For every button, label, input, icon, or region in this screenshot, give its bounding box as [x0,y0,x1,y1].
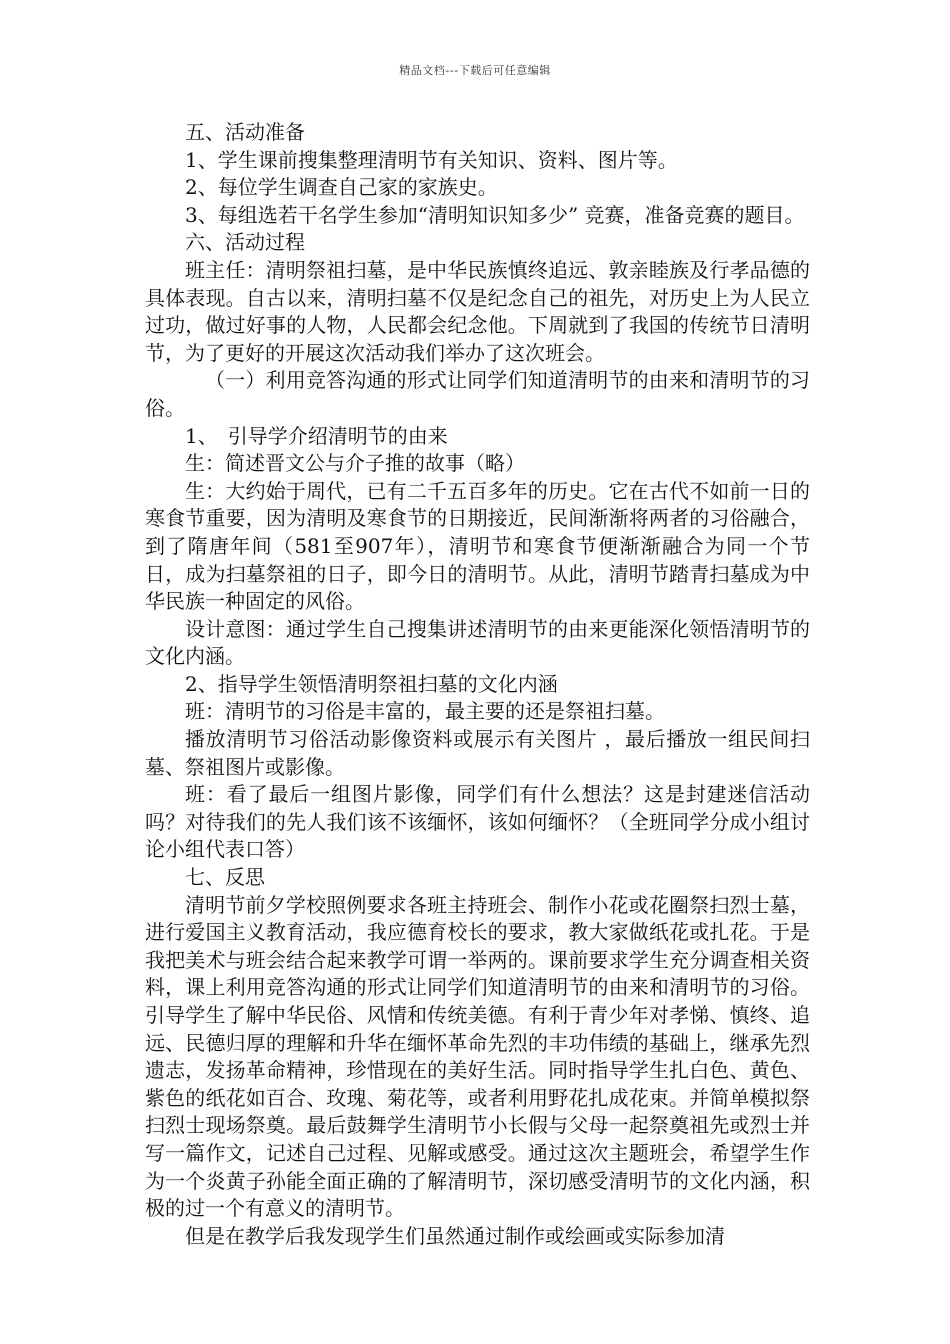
paragraph: 生：简述晋文公与介子推的故事（略） [185,451,525,476]
paragraph: 1、学生课前搜集整理清明节有关知识、资料、图片等。 [185,147,678,172]
paragraph: 3、每组选若干名学生参加“清明知识知多少” 竞赛，准备竞赛的题目。 [185,202,805,227]
paragraph: 但是在教学后我发现学生们虽然通过制作或绘画或实际参加清 [185,1223,725,1248]
section-heading-preparation: 五、活动准备 [185,120,305,144]
section-heading-reflection: 七、反思 [185,865,265,890]
paragraph: 设计意图：通过学生自己搜集讲述清明节的由来更能深化领悟清明节的文化内涵。 [145,616,810,669]
paragraph: 清明节前夕学校照例要求各班主持班会、制作小花或花圈祭扫烈士墓，进行爱国主义教育活动，我应德育校长的要求，教大家做纸花或扎花。于是我把美术与班会结合起来教学可谓一举两的。课前要求学生充分调查相关资料，课上利用竞答沟通的形式让同学们知道清明节的由来和清明节的习俗。引导学生了解中华民俗、风情和传统美德。有利于青少年对孝悌、慎终、追远、民德归厚的理解和升华在缅怀革命先烈的丰功伟绩的基础上，继承先烈遗志，发扬革命精神，珍惜现在的美好生活。同时指导学生扎白色、黄色、紫色的纸花如百合、玫瑰、菊花等，或者利用野花扎成花束。并简单模拟祭扫烈士现场祭奠。最后鼓舞学生清明节小长假与父母一起祭奠祖先或烈士并写一篇作文，记述自己过程、见解或感受。通过这次主题班会，希望学生作为一个炎黄子孙能全面正确的了解清明节，深切感受清明节的文化内涵，积极的过一个有意义的清明节。 [145,892,810,1221]
page-header: 精品文档---下载后可任意编辑 [399,64,551,77]
paragraph: 2、指导学生领悟清明祭祖扫墓的文化内涵 [185,671,558,696]
paragraph: 班主任：清明祭祖扫墓，是中华民族慎终追远、敦亲睦族及行孝品德的具体表现。自古以来，清明扫墓不仅是纪念自己的祖先，对历史上为人民立过功，做过好事的人物，人民都会纪念他。下周就到了我国的传统节日清明节，为了更好的开展这次活动我们举办了这次班会。 [145,257,810,365]
document-body [145,119,810,1250]
paragraph: 班：看了最后一组图片影像，同学们有什么想法？这是封建迷信活动吗？对待我们的先人我们该不该缅怀，该如何缅怀？（全班同学分成小组讨论小组代表口答） [145,782,810,862]
section-heading-process: 六、活动过程 [185,230,305,255]
paragraph: 播放清明节习俗活动影像资料或展示有关图片 ，最后播放一组民间扫墓、祭祖图片或影像。 [145,727,810,779]
paragraph: 2、每位学生调查自己家的家族史。 [185,175,498,200]
paragraph: 班：清明节的习俗是丰富的，最主要的还是祭祖扫墓。 [185,699,665,724]
subsection-heading: （一）利用竞答沟通的形式让同学们知道清明节的由来和清明节的习俗。 [145,368,810,420]
paragraph: 1、 引导学介绍清明节的由来 [185,423,448,448]
paragraph: 生：大约始于周代，已有二千五百多年的历史。它在古代不如前一日的寒食节重要，因为清明及寒食节的日期接近，民间渐渐将两者的习俗融合，到了隋唐年间（581至907年），清明节和寒食节便渐渐融合为同一个节日，成为扫墓祭祖的日子，即今日的清明节。从此，清明节踏青扫墓成为中华民族一种固定的风俗。 [145,478,810,614]
